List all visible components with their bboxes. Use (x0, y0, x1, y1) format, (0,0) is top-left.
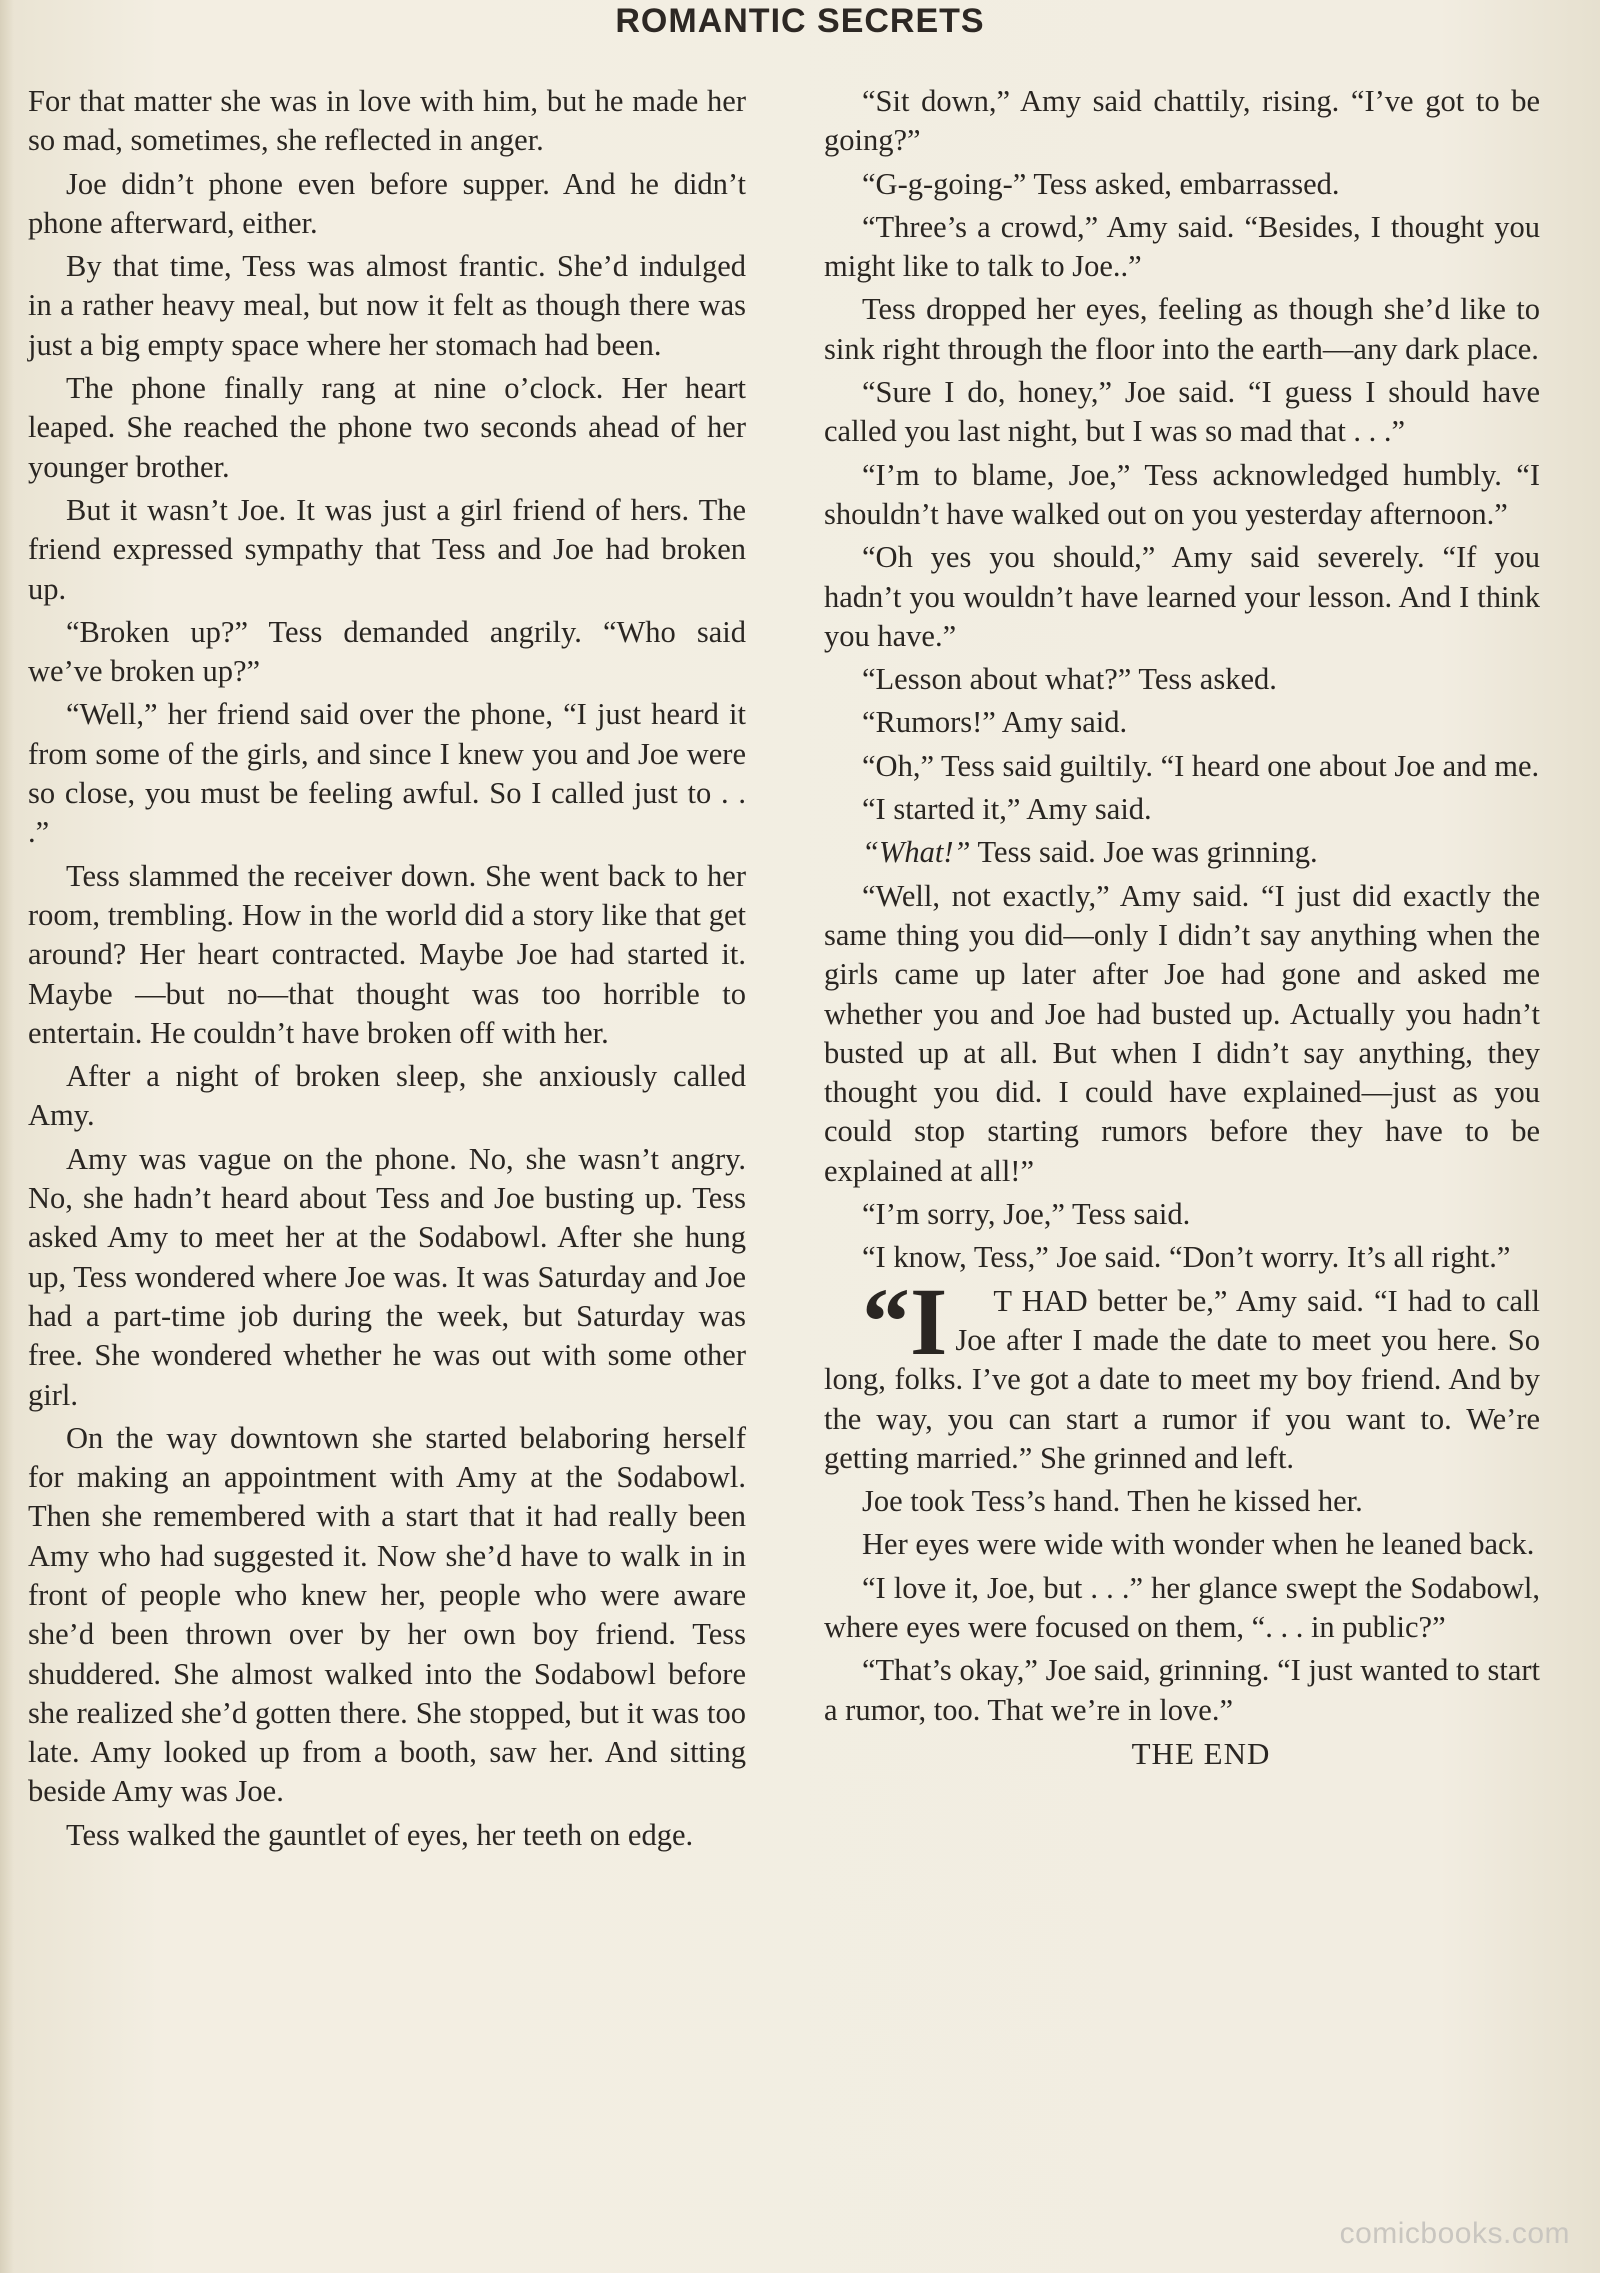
right-paragraph-17: Joe took Tess’s hand. Then he kissed her. (862, 1484, 1363, 1519)
site-watermark: comicbooks.com (1339, 2217, 1570, 2250)
left-paragraph-3: By that time, Tess was almost frantic. She’d indulged in a rather heavy meal, but now it felt as though there was just a big empty space where her stomach had been. (28, 249, 746, 362)
left-paragraph-2: Joe didn’t phone even before supper. And he didn’t phone afterward, either. (28, 166, 746, 240)
left-paragraph-11: On the way downtown she started belaboring herself for making an appointment with Amy at the Sodabowl. Then she remembered with a start that it had really been Amy who had suggested it. Now she’d have to walk in in front of people who knew her, people who were aware she’d been thrown over by her own boy friend. Tess shuddered. She almost walked into the Sodabowl before she realized she’d gotten there. She stopped, but it was too late. Amy looked up from a booth, saw her. And sitting beside Amy was Joe. (28, 1420, 746, 1809)
right-paragraph-what (824, 833, 1540, 872)
left-paragraph-4: The phone finally rang at nine o’clock. Her heart leaped. She reached the phone two seconds ahead of her younger brother. (28, 371, 746, 484)
drop-cap-text: T HAD better be,” Amy said. “I had to call Joe after I made the date to meet you here. So long, folks. I’ve got a date to meet my boy friend. And by the way, you can start a rumor if you want to. We’re getting married.” She grinned and left. (824, 1283, 1540, 1475)
right-paragraph-8: “Lesson about what?” Tess asked. (862, 662, 1277, 697)
page-header: ROMANTIC SECRETS (615, 2, 985, 40)
right-paragraph-2: “G-g-going-” Tess asked, embarrassed. (862, 166, 1340, 201)
right-paragraph-11: “I started it,” Amy said. (862, 792, 1152, 827)
right-paragraph-1: “Sit down,” Amy said chattily, rising. “I’ve got to be going?” (824, 84, 1540, 158)
right-paragraph-3: “Three’s a crowd,” Amy said. “Besides, I thought you might like to talk to Joe..” (824, 209, 1540, 284)
right-paragraph-19: “I love it, Joe, but . . .” her glance swept the Sodabowl, where eyes were focused on them, “. . . in public?” (824, 1570, 1540, 1644)
left-paragraph-1: For that matter she was in love with him, but he made her so mad, sometimes, she reflected in anger. (28, 84, 746, 158)
right-paragraph-10: “Oh,” Tess said guiltily. “I heard one about Joe and me. (862, 748, 1540, 783)
right-paragraph-9: “Rumors!” Amy said. (862, 705, 1128, 740)
the-end-label: THE END (1131, 1735, 1271, 1771)
right-paragraph-7: “Oh yes you should,” Amy said severely. “If you hadn’t you wouldn’t have learned your lesson. And I think you have.” (824, 540, 1540, 653)
right-paragraph-13: “Well, not exactly,” Amy said. “I just did exactly the same thing you did—only I didn’t say anything when the girls came up later after Joe had gone and asked me whether you and Joe had busted up. Actually you hadn’t busted up at all. But when I didn’t say anything, they thought you did. I could have explained—just as you could stop starting rumors before they have to be explained at all!” (824, 878, 1540, 1188)
drop-cap-paragraph (824, 1267, 1540, 1478)
right-text-column (824, 82, 1540, 1777)
drop-cap: “I (862, 1267, 948, 1375)
what-exclamation: “What!” (862, 835, 971, 870)
right-paragraph-6: “I’m to blame, Joe,” Tess acknowledged humbly. “I shouldn’t have walked out on you yesterday afternoon.” (824, 457, 1540, 531)
left-paragraph-6: “Broken up?” Tess demanded angrily. “Who said we’ve broken up?” (28, 614, 746, 689)
right-paragraph-20: “That’s okay,” Joe said, grinning. “I just wanted to start a rumor, too. That we’re in love.” (824, 1653, 1540, 1727)
left-paragraph-12: Tess walked the gauntlet of eyes, her teeth on edge. (66, 1817, 694, 1852)
left-paragraph-9: After a night of broken sleep, she anxiously called Amy. (28, 1059, 746, 1133)
left-paragraph-10: Amy was vague on the phone. No, she wasn’t angry. No, she hadn’t heard about Tess and Joe busting up. Tess asked Amy to meet her at the Sodabowl. After she hung up, Tess wondered where Joe was. It was Saturday and Joe had a part-time job during the week, but Saturday was free. She wondered whether he was out with some other girl. (28, 1141, 746, 1412)
right-paragraph-18: Her eyes were wide with wonder when he leaned back. (862, 1527, 1535, 1562)
page-spine-shadow (0, 0, 14, 2273)
right-paragraph-4: Tess dropped her eyes, feeling as though she’d like to sink right through the floor into the earth—any dark place. (824, 292, 1540, 366)
right-paragraph-14: “I’m sorry, Joe,” Tess said. (862, 1197, 1191, 1232)
left-paragraph-7: “Well,” her friend said over the phone, “I just heard it from some of the girls, and since I knew you and Joe were so close, you must be feeling awful. So I called just to . . .” (28, 697, 746, 850)
right-paragraph-15: “I know, Tess,” Joe said. “Don’t worry. It’s all right.” (862, 1240, 1511, 1275)
what-rest: Tess said. Joe was grinning. (970, 835, 1318, 870)
right-paragraph-5: “Sure I do, honey,” Joe said. “I guess I should have called you last night, but I was so mad that . . .” (824, 375, 1540, 449)
left-paragraph-5: But it wasn’t Joe. It was just a girl friend of hers. The friend expressed sympathy that Tess and Joe had broken up. (28, 492, 746, 606)
left-text-column (28, 82, 746, 1859)
left-paragraph-8: Tess slammed the receiver down. She went back to her room, trembling. How in the world did a story like that get around? Her heart contracted. Maybe Joe had started it. Maybe —but no—that thought was too horrible to entertain. He couldn’t have broken off with her. (28, 858, 746, 1050)
